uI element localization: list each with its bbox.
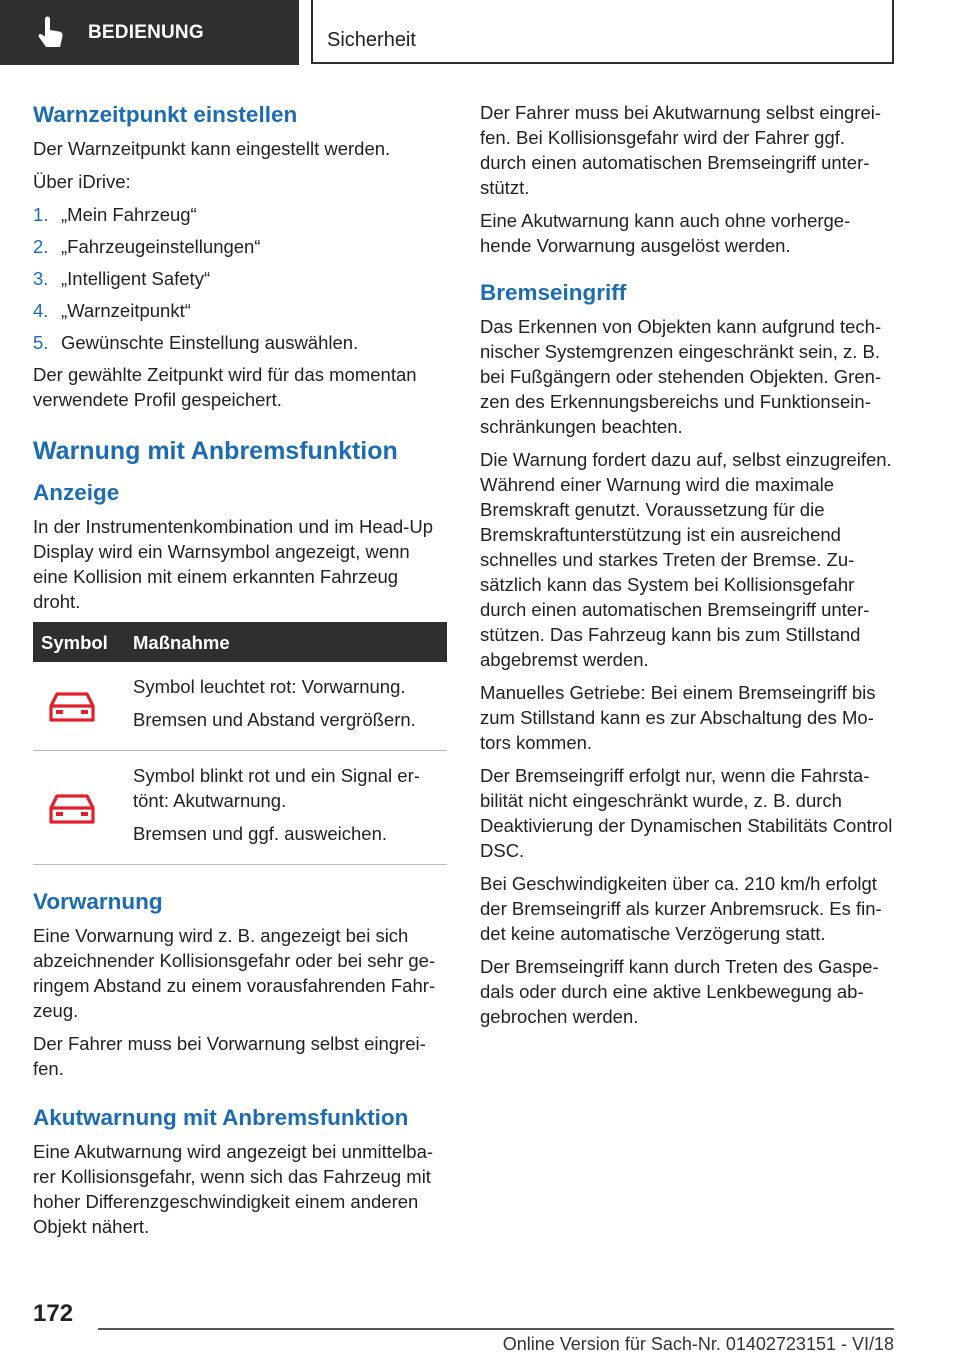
step-text: „Intelligent Safety“ [61, 268, 211, 289]
column-header-massnahme: Maßnahme [125, 622, 447, 662]
paragraph: Das Erkennen von Objekten kann aufgrund technischer Systemgrenzen eingeschränkt sein, z. B. bei Fußgängern oder stehenden Objekten. Grenzen des Erkennungsbereichs und Funktionseinschränkungen beachten. [480, 316, 882, 437]
action-cell [125, 751, 447, 865]
left-column [33, 100, 447, 1247]
paragraph: Eine Akutwarnung wird angezeigt bei unmittelbarer Kollisionsgefahr, wenn sich das Fahrzeug mit hoher Differenzgeschwindigkeit einem anderen Objekt nähert. [33, 1141, 434, 1237]
car-warning-icon [47, 792, 97, 826]
footer-divider [98, 1328, 894, 1330]
list-item [33, 266, 447, 291]
chapter-title: Sicherheit [327, 29, 416, 51]
list-item [33, 202, 447, 227]
symbol-cell [33, 751, 125, 865]
action-text: Symbol leuchtet rot: Vorwarnung. [133, 676, 406, 697]
table-header-row [33, 622, 447, 662]
header-section-tab [0, 0, 299, 65]
page-number: 172 [33, 1300, 74, 1327]
heading-bremseingriff: Bremseingriff [480, 280, 627, 305]
section-title: BEDIENUNG [88, 21, 204, 43]
step-number: 2. [33, 236, 49, 257]
car-warning-icon [47, 690, 97, 724]
hand-pointer-icon [36, 16, 66, 50]
paragraph: Bei Geschwindigkeiten über ca. 210 km/h erfolgt der Bremseingriff als kurzer Anbremsruck. Es findet keine automatische Verzögerung statt. [480, 873, 882, 944]
paragraph: Die Warnung fordert dazu auf, selbst einzugreifen. Während einer Warnung wird die maximale Bremskraft genutzt. Voraussetzung für die Bremskraftunterstützung ist ein ausreichend schnelles und starkes Treten der Bremse. Zusätzlich kann das System bei Kollisionsgefahr durch einen automatischen Bremseingriff unterstützen. Das Fahrzeug kann bis zum Stillstand abgebremst werden. [480, 449, 892, 670]
header-chapter-box [311, 0, 894, 64]
step-text: „Warnzeitpunkt“ [61, 300, 191, 321]
list-item [33, 298, 447, 323]
paragraph: Der Warnzeitpunkt kann eingestellt werden. [33, 138, 391, 159]
step-number: 3. [33, 268, 49, 289]
column-header-symbol: Symbol [33, 622, 125, 662]
idrive-steps-list [33, 202, 447, 355]
heading-anzeige: Anzeige [33, 480, 120, 505]
paragraph: In der Instrumentenkombination und im Head-Up Display wird ein Warnsymbol angezeigt, wenn eine Kollision mit einem erkannten Fahrzeug droht. [33, 516, 434, 612]
step-text: Gewünschte Einstellung auswählen. [61, 332, 359, 353]
list-item [33, 234, 447, 259]
action-text: Bremsen und Abstand vergrößern. [133, 709, 416, 730]
table-row [33, 751, 447, 865]
step-text: „Fahrzeugeinstellungen“ [61, 236, 261, 257]
step-text: „Mein Fahrzeug“ [61, 204, 197, 225]
paragraph: Eine Vorwarnung wird z. B. angezeigt bei sich abzeichnender Kollisionsgefahr oder bei sehr geringem Abstand zu einem vorausfahrenden Fahrzeug. [33, 925, 436, 1021]
paragraph: Der Fahrer muss bei Akutwarnung selbst eingreifen. Bei Kollisionsgefahr wird der Fahrer ggf. durch einen automatischen Bremseingriff unterstützt. [480, 102, 882, 198]
right-column [480, 100, 894, 1037]
step-number: 1. [33, 204, 49, 225]
heading-vorwarnung: Vorwarnung [33, 889, 163, 914]
paragraph: Über iDrive: [33, 171, 131, 192]
heading-akutwarnung: Akutwarnung mit Anbremsfunktion [33, 1105, 409, 1130]
symbol-cell [33, 662, 125, 751]
action-text: Symbol blinkt rot und ein Signal ertönt: Akutwarnung. [133, 765, 420, 811]
paragraph: Der Bremseingriff kann durch Treten des Gaspedals oder durch eine aktive Lenkbewegung abgebrochen werden. [480, 956, 879, 1027]
paragraph: Eine Akutwarnung kann auch ohne vorhergehende Vorwarnung ausgelöst werden. [480, 210, 851, 256]
paragraph: Der gewählte Zeitpunkt wird für das momentan verwendete Profil gespeichert. [33, 364, 417, 410]
paragraph: Manuelles Getriebe: Bei einem Bremseingriff bis zum Stillstand kann es zur Abschaltung des Motors kommen. [480, 682, 876, 753]
step-number: 4. [33, 300, 49, 321]
heading-warnzeitpunkt: Warnzeitpunkt einstellen [33, 102, 298, 127]
paragraph: Der Fahrer muss bei Vorwarnung selbst eingreifen. [33, 1033, 426, 1079]
paragraph: Der Bremseingriff erfolgt nur, wenn die Fahrstabilität nicht eingeschränkt wurde, z. B. durch Deaktivierung der Dynamischen Stabilitäts Control DSC. [480, 765, 893, 861]
table-row [33, 662, 447, 751]
online-version-link[interactable]: Online Version für Sach-Nr. 01402723151 - VI/18 [502, 1334, 894, 1354]
action-cell [125, 662, 447, 751]
heading-warnung-anbremsfunktion: Warnung mit Anbremsfunktion [33, 437, 398, 465]
action-text: Bremsen und ggf. ausweichen. [133, 823, 388, 844]
step-number: 5. [33, 332, 49, 353]
list-item [33, 330, 447, 355]
symbol-table [33, 622, 447, 865]
